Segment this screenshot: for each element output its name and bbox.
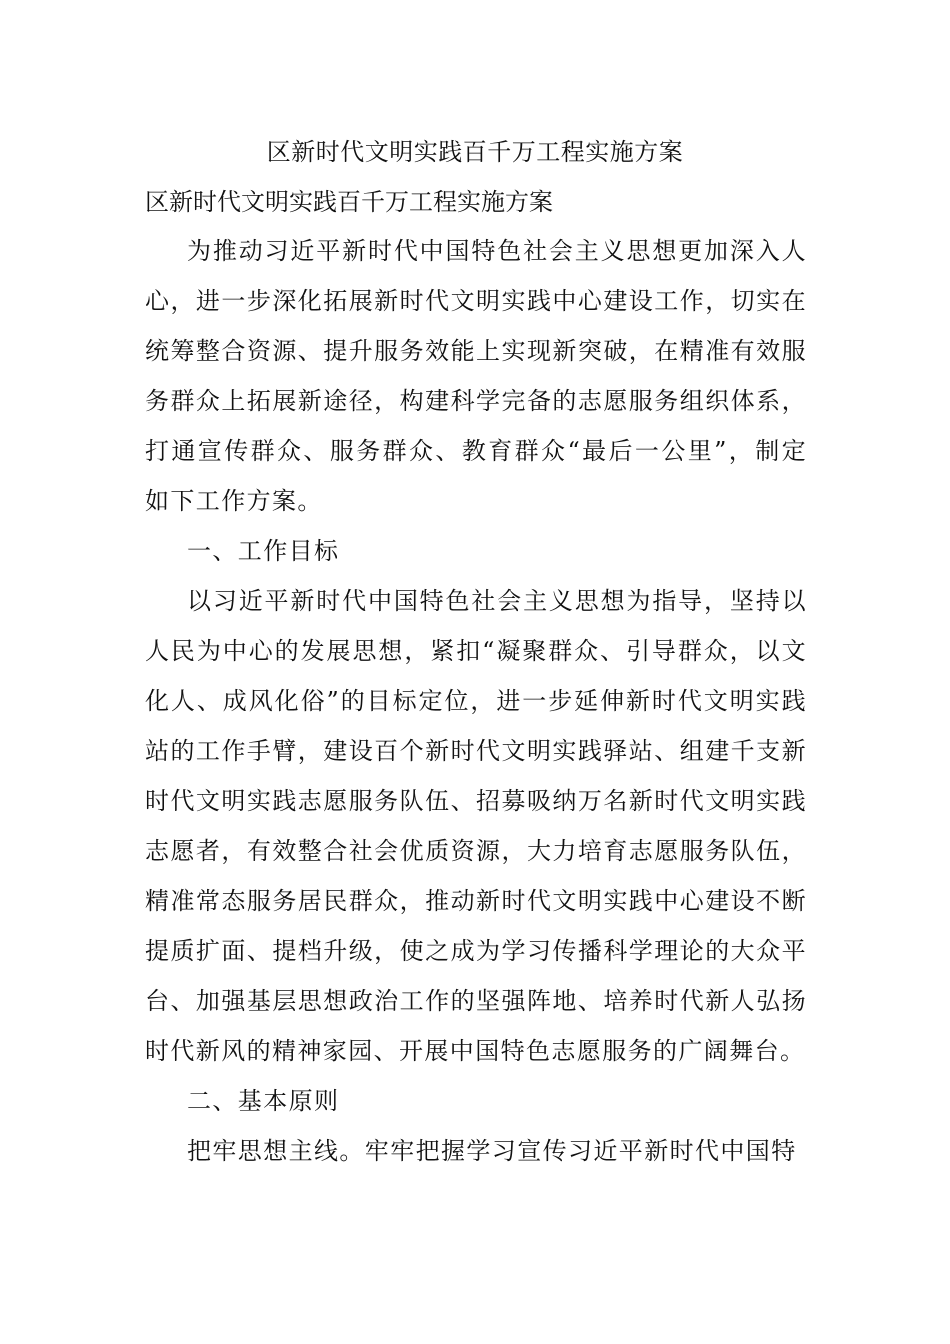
- intro-paragraph: 为推动习近平新时代中国特色社会主义思想更加深入人心，进一步深化拓展新时代文明实践中心建设工作，切实在统筹整合资源、提升服务效能上实现新突破，在精准有效服务群众上拓展新途径，构建科学完备的志愿服务组织体系，打通宣传群众、服务群众、教育群众“最后一公里”，制定如下工作方案。: [145, 237, 807, 515]
- document-subtitle: 区新时代文明实践百千万工程实施方案: [145, 188, 553, 216]
- document-title: 区新时代文明实践百千万工程实施方案: [266, 138, 684, 166]
- principles-paragraph: 把牢思想主线。牢牢把握学习宣传习近平新时代中国特: [187, 1137, 797, 1165]
- goals-paragraph: 以习近平新时代中国特色社会主义思想为指导，坚持以人民为中心的发展思想，紧扣“凝聚群众、引导群众，以文化人、成风化俗”的目标定位，进一步延伸新时代文明实践站的工作手臂，建设百个新时代文明实践驿站、组建千支新时代文明实践志愿服务队伍、招募吸纳万名新时代文明实践志愿者，有效整合社会优质资源，大力培育志愿服务队伍，精准常态服务居民群众，推动新时代文明实践中心建设不断提质扩面、提档升级，使之成为学习传播科学理论的大众平台、加强基层思想政治工作的坚强阵地、培养时代新人弘扬时代新风的精神家园、开展中国特色志愿服务的广阔舞台。: [145, 587, 807, 1065]
- document-body: [145, 226, 807, 1176]
- section-heading-goals: 一、工作目标: [187, 537, 340, 565]
- section-heading-principles: 二、基本原则: [187, 1087, 340, 1115]
